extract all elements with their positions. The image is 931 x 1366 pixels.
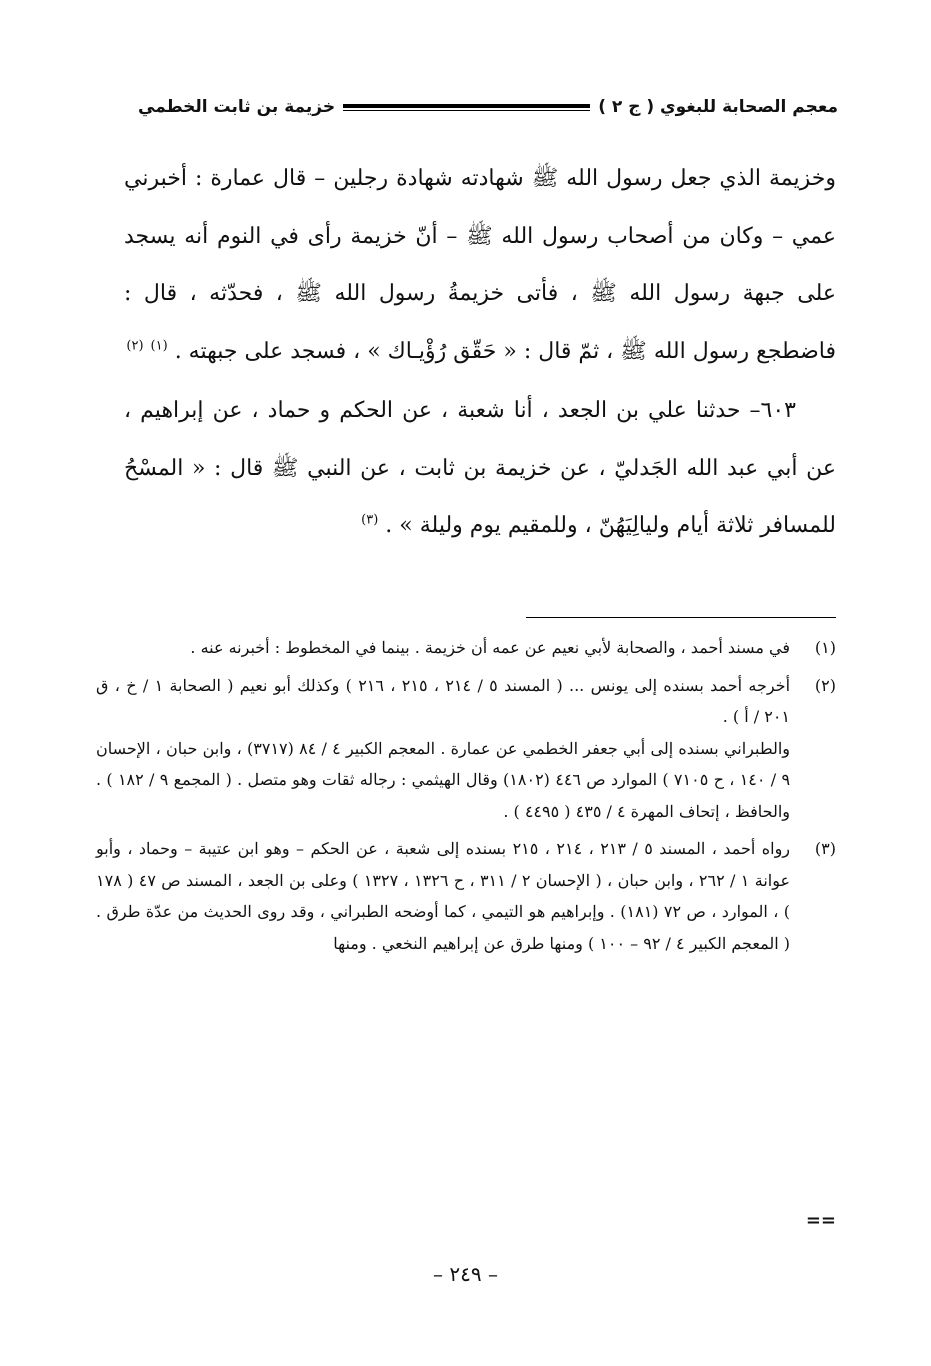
footnote-ref-3: (٣): [361, 512, 379, 528]
header-book-title: معجم الصحابة للبغوي ( ج ٢ ): [598, 97, 838, 117]
footnote-number: (١): [814, 638, 836, 657]
main-paragraph-2: [124, 382, 836, 555]
footnote-text: في مسند أحمد ، والصحابة لأبي نعيم عن عمه أن خزيمة . بينما في المخطوط : أخبرنه عنه .: [190, 638, 790, 657]
footnote-body: [96, 632, 790, 664]
footnote-3: [96, 833, 836, 959]
footnote-ref-2: (٢): [126, 338, 144, 354]
footnote-number: (٣): [814, 839, 836, 858]
main-paragraph-1: [124, 150, 836, 380]
footnote-text: والطبراني بسنده إلى أبي جعفر الخطمي عن عمارة . المعجم الكبير ٤ / ٨٤ (٣٧١٧) ، وابن حبان ، الإحسان ٩ / ١٤٠ ، ح ٧١٠٥ ) الموارد ص ٤٤٦ (١٨٠٢) وقال الهيثمي : رجاله ثقات وهو متصل . ( المجمع ٩ / ١٨٢ ) . والحافظ ، إتحاف المهرة ٤ / ٤٣٥ ( ٤٤٩٥ ) .: [96, 738, 791, 821]
header-section-title: خزيمة بن ثابت الخطمي: [138, 97, 336, 117]
footnote-separator: [526, 617, 836, 618]
running-header: [138, 90, 838, 124]
header-rule: [343, 104, 590, 111]
footnote-body: [96, 833, 790, 959]
footnote-1: [96, 632, 836, 664]
continuation-mark: ==: [805, 1210, 836, 1231]
footnote-number: (٢): [814, 675, 836, 695]
main-paragraph-2-text: ٦٠٣– حدثنا علي بن الجعد ، أنا شعبة ، عن الحكم و حماد ، عن إبراهيم ، عن أبي عبد الله الجَدليّ ، عن خزيمة بن ثابت ، عن النبي ﷺ قال : « المسْحُ للمسافر ثلاثة أيام وليالِيَهُنّ ، وللمقيم يوم وليلة » .: [124, 398, 836, 538]
footnote-body: [96, 670, 790, 828]
main-text: [124, 150, 836, 555]
footnote-text: أخرجه أحمد بسنده إلى يونس ... ( المسند ٥ / ٢١٤ ، ٢١٥ ، ٢١٦ ) وكذلك أبو نعيم ( الصحابة ١ / خ ، ق ٢٠١ / أ ) .: [96, 675, 791, 726]
main-paragraph-1-text: وخزيمة الذي جعل رسول الله ﷺ شهادته شهادة رجلين – قال عمارة : أخبرني عمي – وكان من أصحاب رسول الله ﷺ – أنّ خزيمة رأى في النوم أنه يسجد على جبهة رسول الله ﷺ ، فأتى خزيمةُ رسول الله ﷺ ، فحدّثه ، قال : فاضطجع رسول الله ﷺ ، ثمّ قال : « حَقّق رُؤْيـاك » ، فسجد على جبهته .: [124, 166, 836, 364]
footnotes: [96, 632, 836, 965]
page-number: – ٢٤٩ –: [433, 1262, 498, 1286]
footnote-text: رواه أحمد ، المسند ٥ / ٢١٣ ، ٢١٤ ، ٢١٥ بسنده إلى شعبة ، عن الحكم – وهو ابن عتيبة – وحماد ، وأبو عوانة ١ / ٢٦٢ ، وابن حبان ، ( الإحسان ٢ / ٣١١ ، ح ١٣٢٦ ، ١٣٢٧ ) وعلى بن الجعد ، المسند ص ٤٧ ( ١٧٨ ) ، الموارد ، ص ٧٢ (١٨١) . وإبراهيم هو التيمي ، كما أوضحه الطبراني ، وقد روى الحديث من عدّة طرق . ( المعجم الكبير ٤ / ٩٢ – ١٠٠ ) ومنها طرق عن إبراهيم النخعي . ومنها: [96, 839, 791, 953]
footnote-2: [96, 670, 836, 828]
footnote-ref-1: (١): [150, 338, 168, 354]
